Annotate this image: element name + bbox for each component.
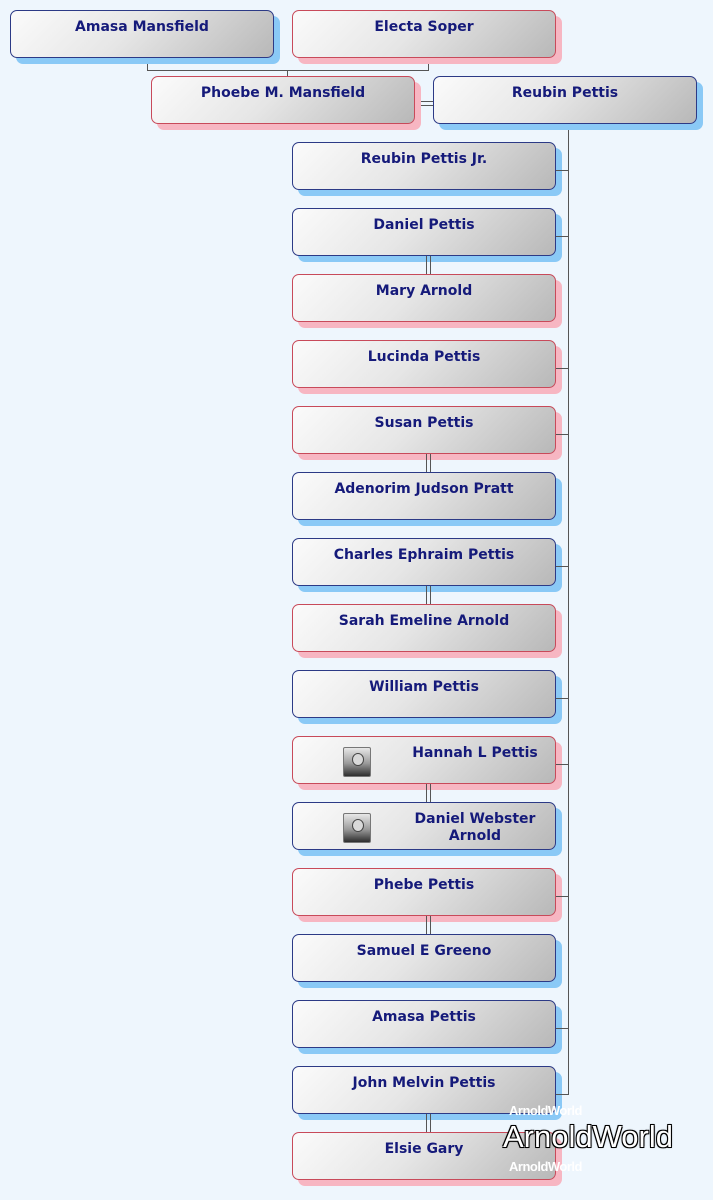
person-name: Charles Ephraim Pettis — [333, 547, 515, 563]
person-samuel-e-greeno[interactable] — [292, 934, 556, 982]
person-sarah-emeline-arnold[interactable] — [292, 604, 556, 652]
person-hannah-l-pettis[interactable] — [292, 736, 556, 784]
person-phebe-pettis[interactable] — [292, 868, 556, 916]
child-connector — [556, 368, 569, 369]
marriage-connector — [426, 916, 427, 934]
person-name: William Pettis — [369, 679, 479, 695]
marriage-connector — [430, 586, 431, 604]
child-connector — [556, 1028, 569, 1029]
person-phoebe-m-mansfield[interactable] — [151, 76, 415, 124]
child-connector — [556, 764, 569, 765]
person-name: Samuel E Greeno — [356, 943, 492, 959]
marriage-connector — [426, 586, 427, 604]
marriage-connector — [430, 784, 431, 802]
marriage-connector — [426, 454, 427, 472]
person-name: Reubin Pettis Jr. — [360, 151, 488, 167]
marriage-connector — [426, 1114, 427, 1132]
person-amasa-pettis[interactable] — [292, 1000, 556, 1048]
marriage-connector — [426, 256, 427, 274]
person-name: Sarah Emeline Arnold — [338, 613, 510, 629]
child-connector — [556, 170, 569, 171]
person-electa-soper[interactable] — [292, 10, 556, 58]
marriage-connector — [430, 454, 431, 472]
person-name: Daniel Pettis — [373, 217, 475, 233]
child-connector — [556, 896, 569, 897]
watermark-large: ArnoldWorld — [503, 1119, 674, 1154]
person-name: Mary Arnold — [375, 283, 473, 299]
couple-marriage-line-bottom — [416, 105, 433, 106]
person-name: Reubin Pettis — [511, 85, 619, 101]
marriage-connector — [430, 256, 431, 274]
child-connector — [556, 236, 569, 237]
portrait-photo-icon — [343, 813, 371, 843]
person-reubin-pettis[interactable] — [433, 76, 697, 124]
marriage-connector — [430, 1114, 431, 1132]
person-charles-ephraim-pettis[interactable] — [292, 538, 556, 586]
person-william-pettis[interactable] — [292, 670, 556, 718]
person-name: Amasa Mansfield — [75, 19, 209, 35]
person-name: Amasa Pettis — [372, 1009, 476, 1025]
person-reubin-pettis-jr[interactable] — [292, 142, 556, 190]
children-trunk — [568, 125, 569, 1095]
person-name: Daniel Webster Arnold — [414, 811, 536, 844]
watermark-small-top: ArnoldWorld — [509, 1103, 582, 1118]
person-name: Elsie Gary — [384, 1141, 464, 1157]
person-name: Susan Pettis — [374, 415, 474, 431]
person-lucinda-pettis[interactable] — [292, 340, 556, 388]
grandparents-bar — [147, 70, 429, 71]
person-name: Electa Soper — [374, 19, 474, 35]
portrait-photo-icon — [343, 747, 371, 777]
person-daniel-pettis[interactable] — [292, 208, 556, 256]
person-name: Adenorim Judson Pratt — [334, 481, 514, 497]
marriage-connector — [430, 916, 431, 934]
person-mary-arnold[interactable] — [292, 274, 556, 322]
child-connector — [556, 1094, 569, 1095]
child-connector — [556, 566, 569, 567]
child-connector — [556, 698, 569, 699]
couple-marriage-line-top — [416, 101, 433, 102]
person-name: Phebe Pettis — [373, 877, 475, 893]
person-name: Hannah L Pettis — [412, 745, 538, 761]
person-name: John Melvin Pettis — [352, 1075, 496, 1091]
person-daniel-webster-arnold[interactable] — [292, 802, 556, 850]
marriage-connector — [426, 784, 427, 802]
person-name: Phoebe M. Mansfield — [200, 85, 366, 101]
person-susan-pettis[interactable] — [292, 406, 556, 454]
child-connector — [556, 434, 569, 435]
person-amasa-mansfield[interactable] — [10, 10, 274, 58]
person-name: Lucinda Pettis — [367, 349, 481, 365]
watermark-small-bottom: ArnoldWorld — [509, 1159, 582, 1174]
person-adenorim-judson-pratt[interactable] — [292, 472, 556, 520]
